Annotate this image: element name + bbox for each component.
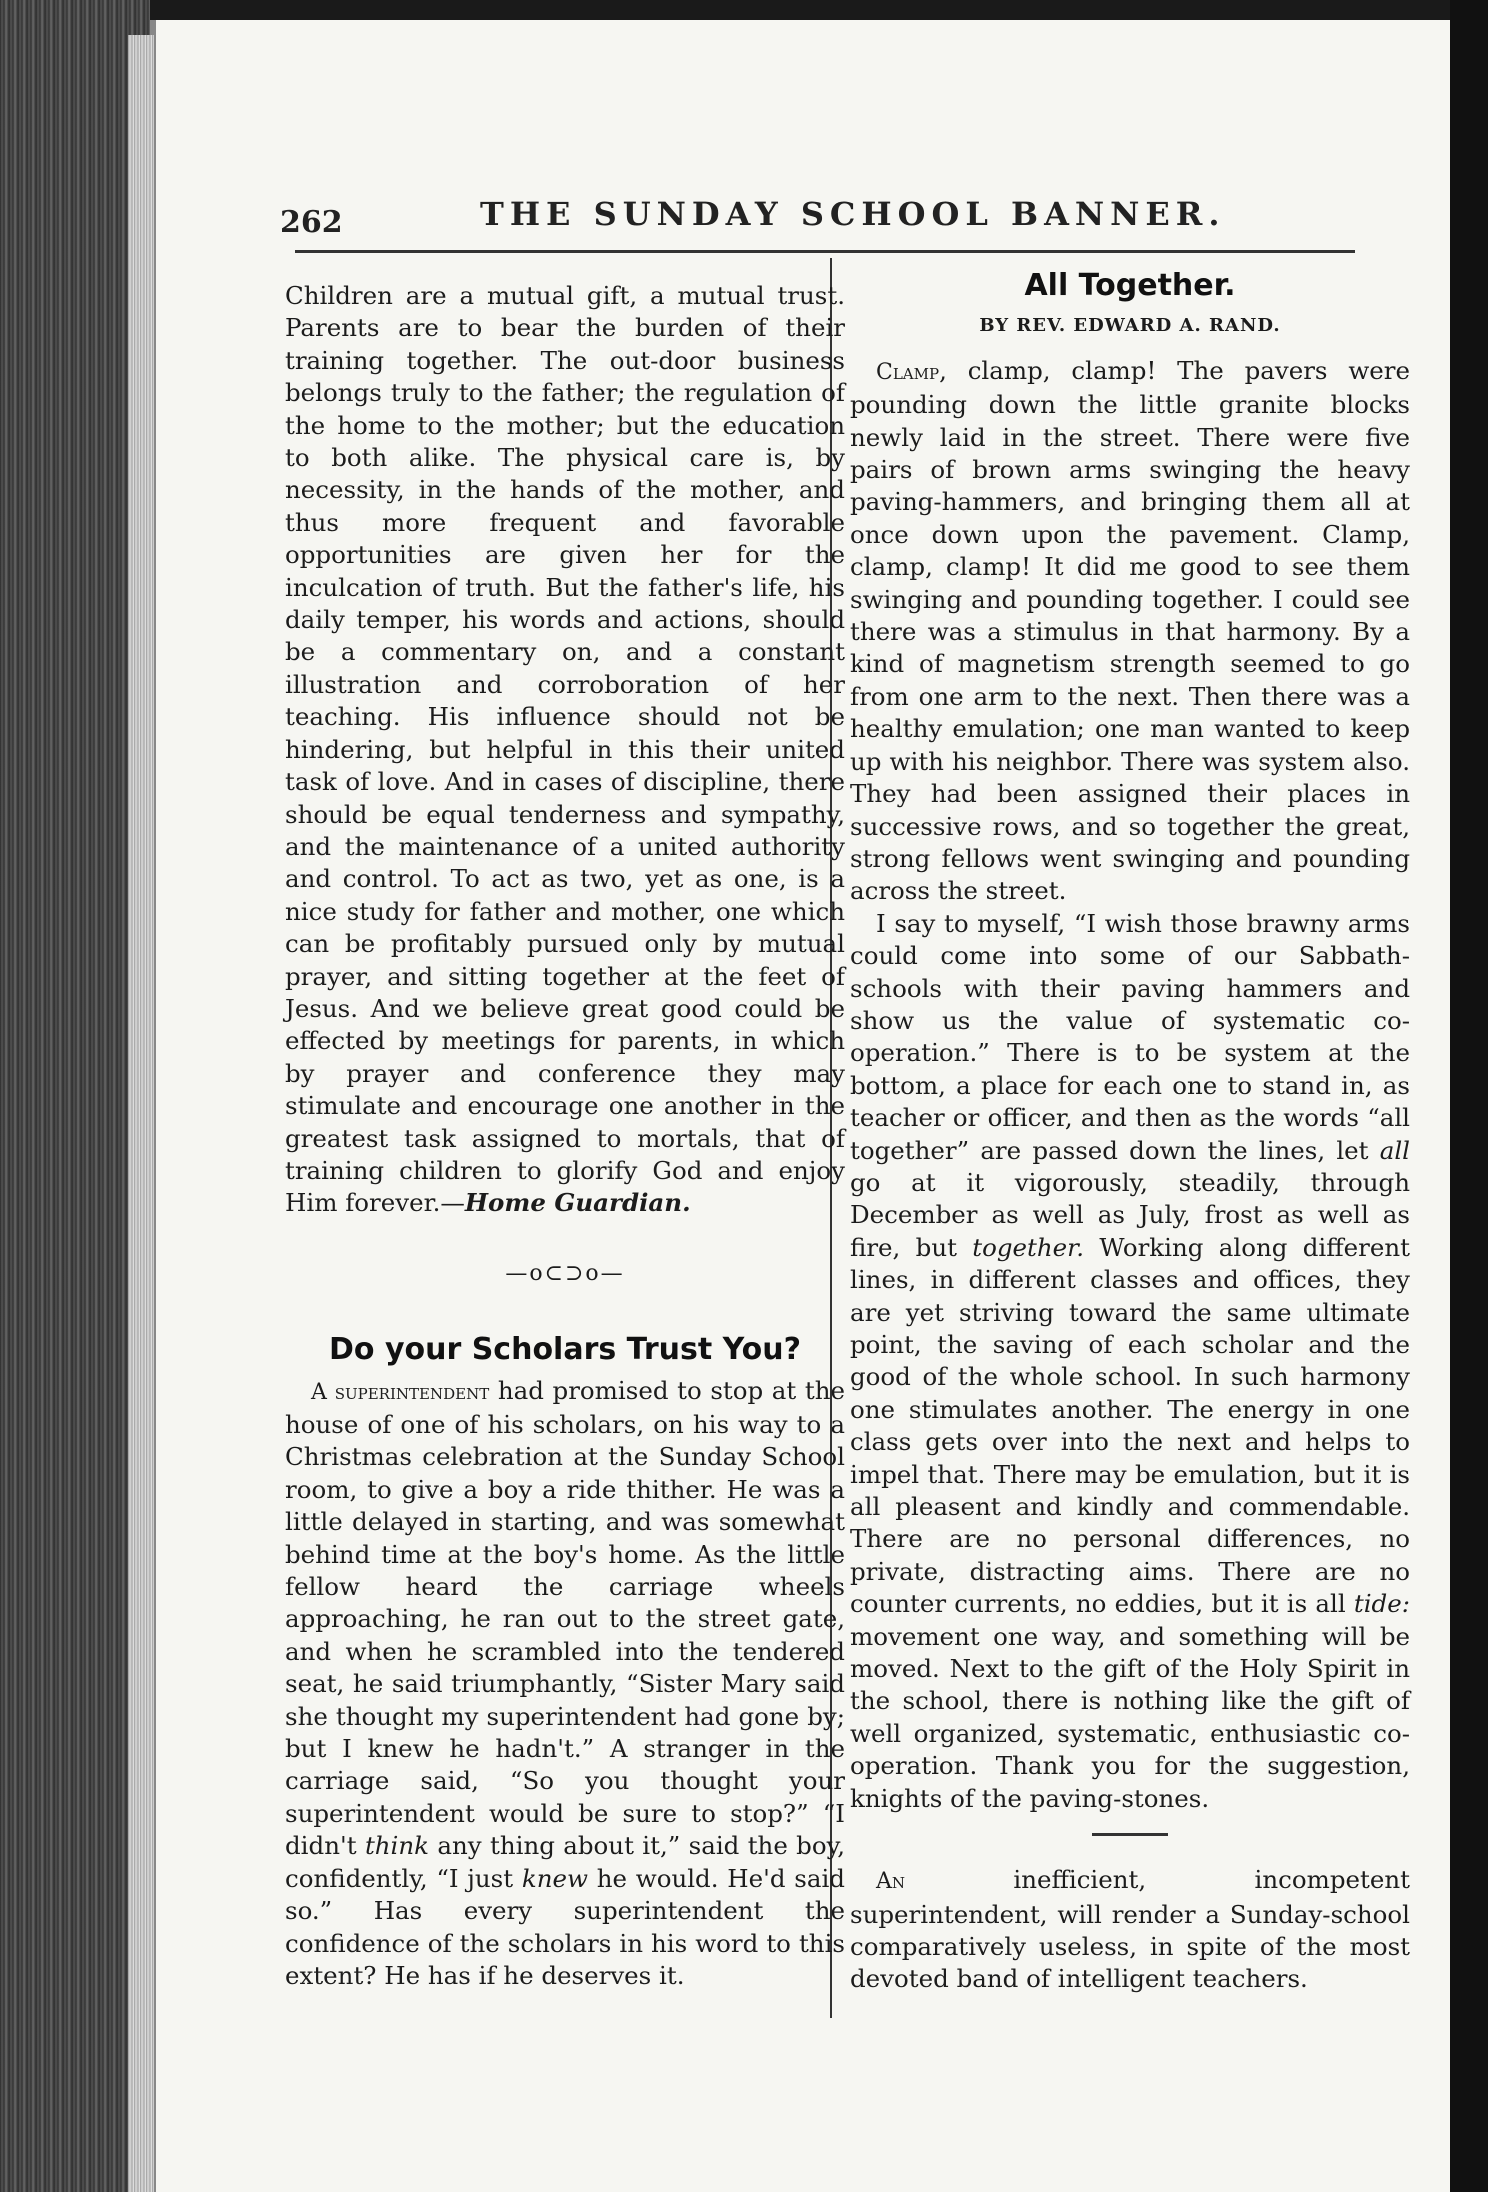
page-edges (128, 35, 154, 2192)
byline: BY REV. EDWARD A. RAND. (979, 315, 1281, 337)
all-together-paragraph-1: Clamp, clamp, clamp! The pavers were pounding down the little granite blocks newly laid in the street. There were five pairs of brown arms swinging the heavy paving-hammers, and bringing them all at once down upon the pavement. Clamp, clamp, clamp! It did me good to see them swinging and pounding together. I could see there was a stimulus in that harmony. By a kind of magnetism strength seemed to go from one arm to the next. Then there was a healthy emulation; one man wanted to keep up with his neighbor. There was system also. They had been assigned their places in successive rows, and so together the great, strong fellows went swinging and pounding across the street. (850, 355, 1410, 906)
header-rule (295, 250, 1355, 253)
running-title: THE SUNDAY SCHOOL BANNER. (480, 195, 1226, 233)
article-title-all-together: All Together. (1024, 268, 1236, 303)
superintendent-note: An inefficient, incompetent superintendent, will render a Sunday-school comparatively useless, in spite of the most devoted band of intelligent teachers. (850, 1865, 1410, 1994)
parents-paragraph: Children are a mutual gift, a mutual trust. Parents are to bear the burden of their training together. The out-door business belongs truly to the father; the regulation of the home to the mother; but the education to both alike. The physical care is, by necessity, in the hands of the mother, and thus more frequent and favorable opportunities are given her for the inculcation of truth. But the father's life, his daily temper, his words and actions, should be a commentary on, and a constant illustration and corroboration of her teaching. His influence should not be hindering, but helpful in this their united task of love. And in cases of discipline, there should be equal tenderness and sympathy, and the maintenance of a united authority and control. To act as two, yet as one, is a nice study for father and mother, one which can be profitably pursued only by mutual prayer, and sitting together at the feet of Jesus. And we believe great good could be effected by meetings for parents, in which by prayer and conference they may stimulate and encourage one another in the greatest task assigned to mortals, that of training children to glorify God and enjoy Him forever.—Home Guardian. (285, 281, 845, 1218)
scholars-trust-paragraph: A superintendent had promised to stop at the house of one of his scholars, on his way to a Christmas celebration at the Sunday School room, to give a boy a ride thither. He was a little delayed in starting, and was somewhat behind time at the boy's home. As the little fellow heard the carriage wheels approaching, he ran out to the street gate, and when he scrambled into the tendered seat, he said triumphantly, “Sister Mary said she thought my superintendent had gone by; but I knew he hadn't.” A stranger in the carriage said, “So you thought your superintendent would be sure to stop?” “I didn't think any thing about it,” said the boy, confidently, “I just knew he would. He'd said so.” Has every superintendent the confidence of the scholars in his word to this extent? He has if he deserves it. (285, 1375, 846, 1990)
page-header (280, 185, 1360, 245)
short-rule (1092, 1833, 1168, 1836)
section-ornament: —o⊂⊃o— (505, 1260, 625, 1286)
article-title-scholars-trust: Do your Scholars Trust You? (328, 1332, 801, 1368)
left-column (285, 280, 845, 1992)
right-edge-shadow (1450, 0, 1488, 2192)
all-together-paragraph-2: I say to myself, “I wish those brawny arms could come into some of our Sabbath-schools with their paving hammers and show us the value of systematic co-operation.” There is to be system at the bottom, a place for each one to stand in, as teacher or officer, and then as the words “all together” are passed down the lines, let all go at it vigorously, steadily, through December as well as July, frost as well as fire, but together. Working along different lines, in different classes and offices, they are yet striving toward the same ultimate point, the saving of each scholar and the good of the whole school. In such harmony one stimulates another. The energy in one class gets over into the next and helps to impel that. There may be emulation, but it is all pleasent and kindly and commendable. There are no personal differences, no private, distracting aims. There are no counter currents, no eddies, but it is all tide: movement one way, and something will be moved. Next to the gift of the Holy Spirit in the school, there is nothing like the gift of well organized, systematic, enthusiastic co-operation. Thank you for the suggestion, knights of the paving-stones. (850, 908, 1410, 1813)
page-number: 262 (280, 205, 343, 240)
source-attribution: Home Guardian. (464, 1188, 691, 1218)
right-column (850, 270, 1410, 1996)
